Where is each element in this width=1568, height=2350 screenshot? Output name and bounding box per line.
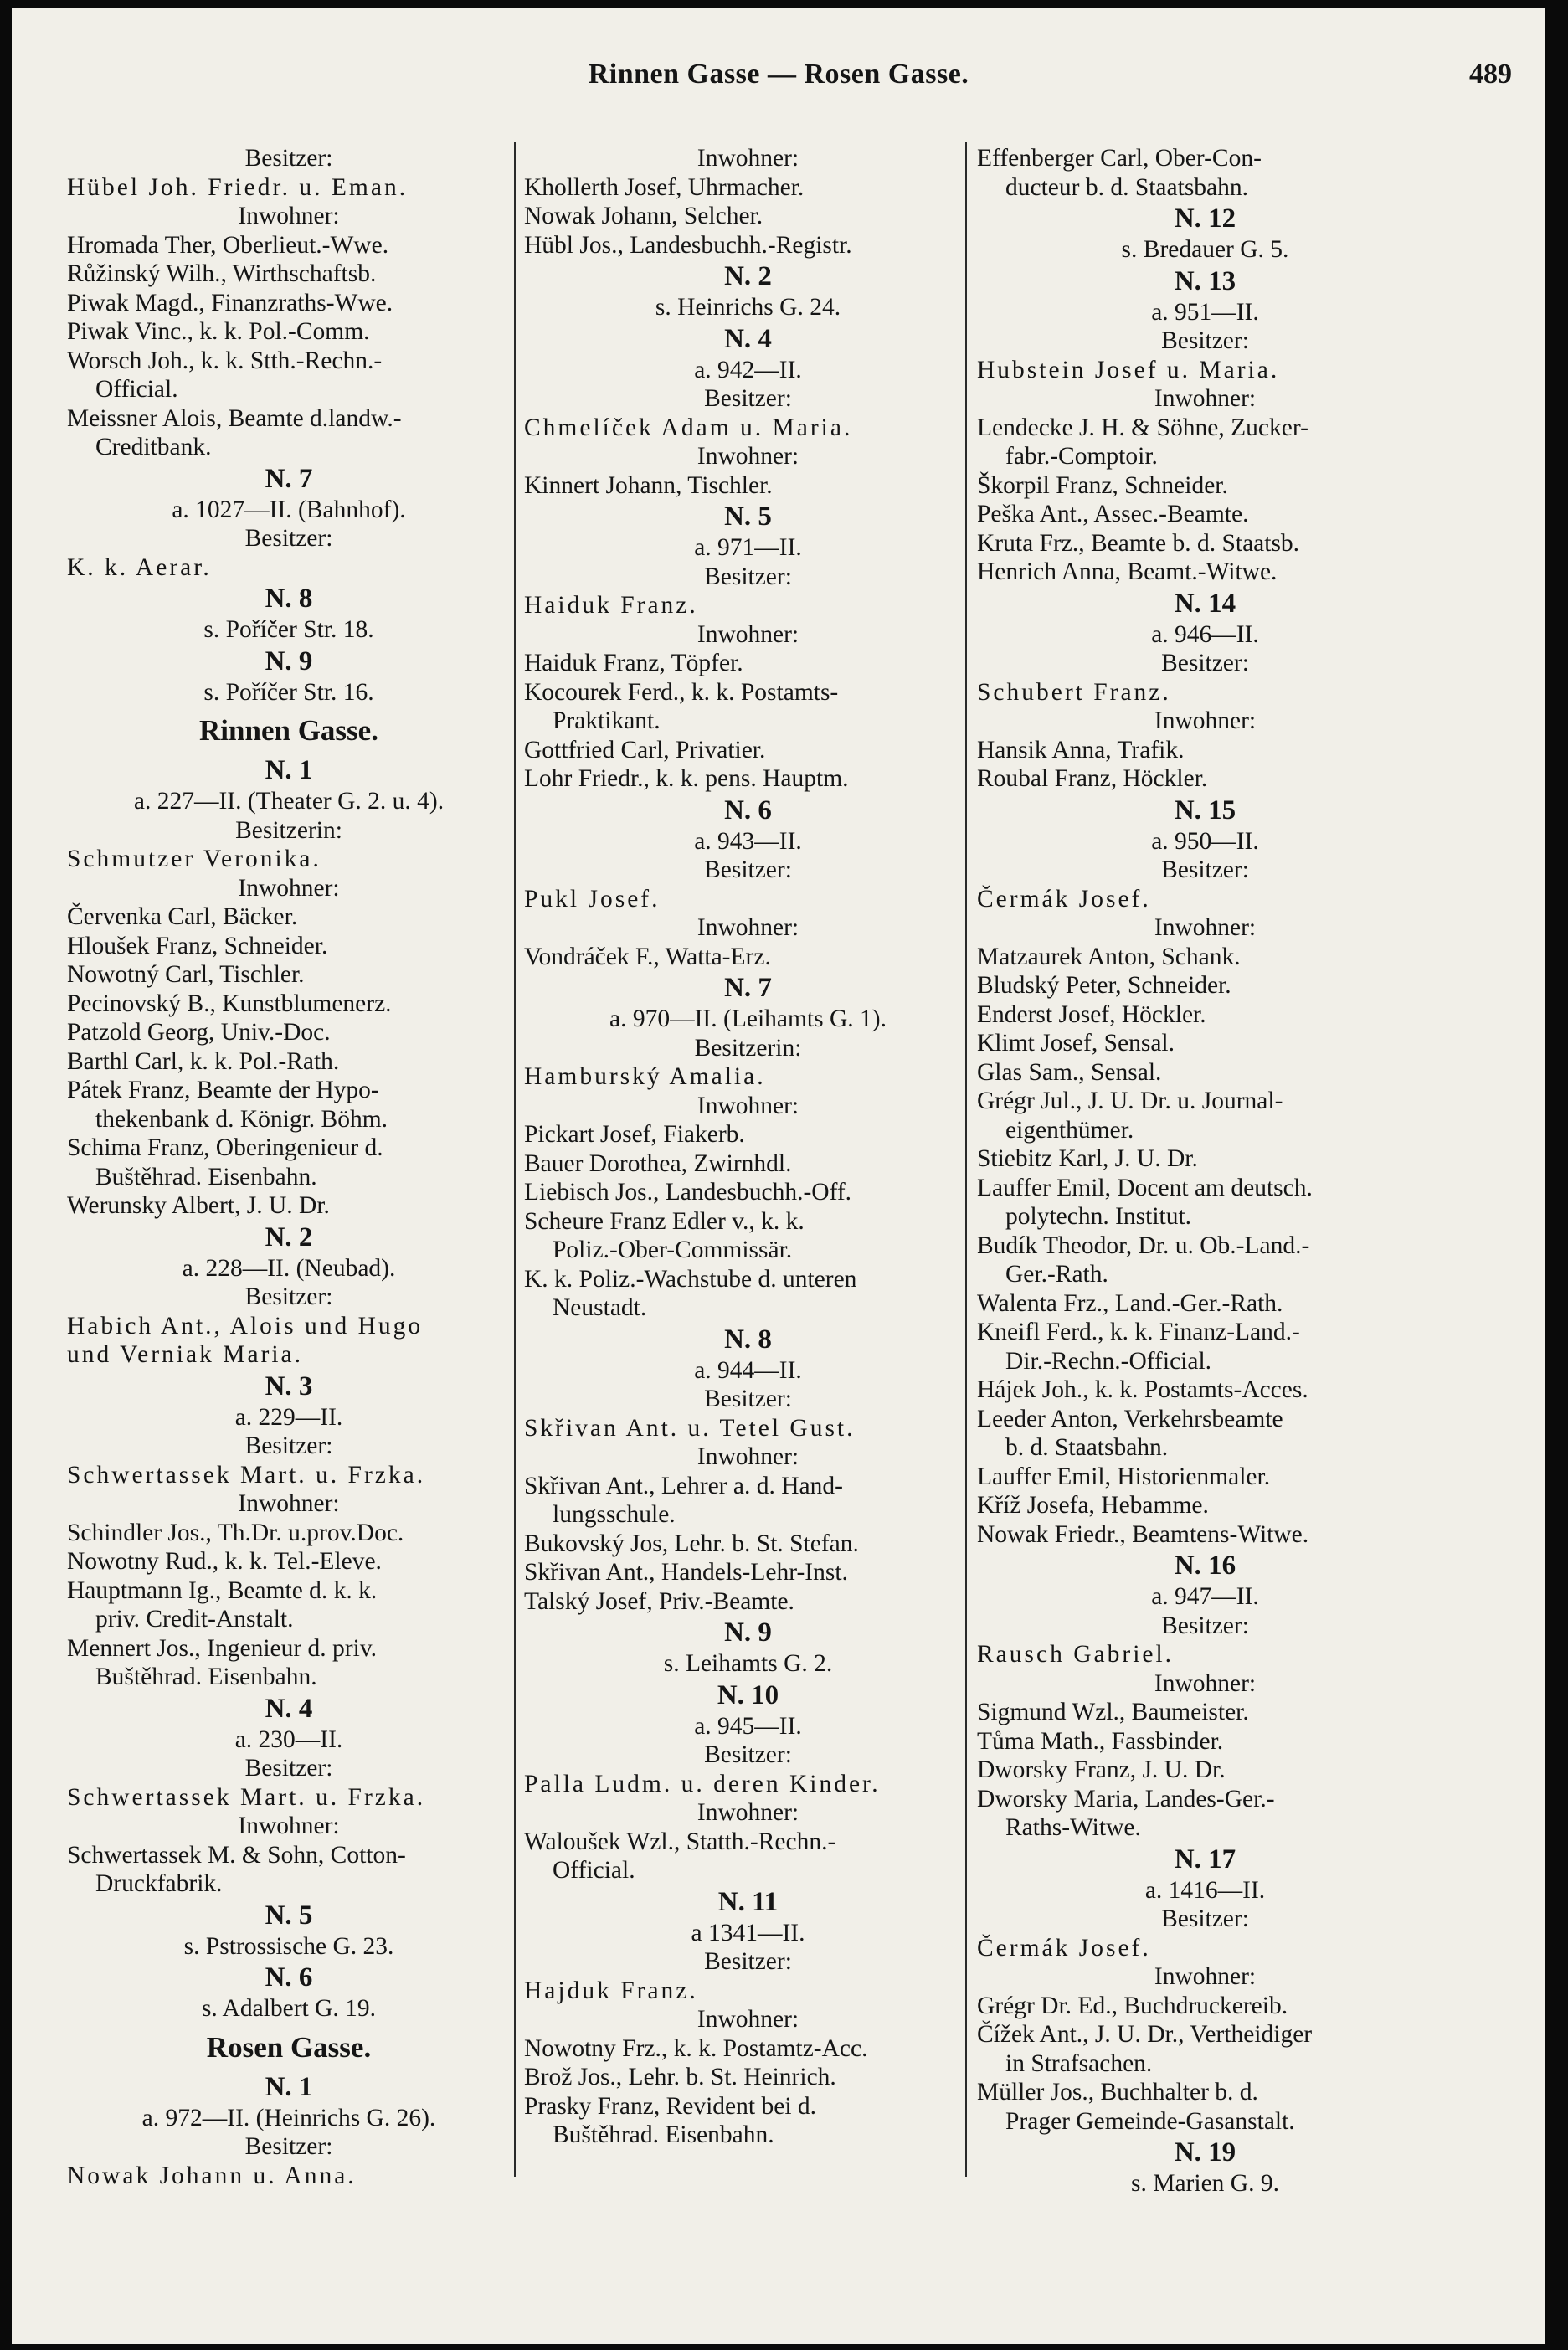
owner-name: Schubert Franz. <box>977 678 1171 706</box>
resident-entry: Tůma Math., Fassbinder. <box>977 1727 1224 1755</box>
owner-name: Pukl Josef. <box>524 885 661 913</box>
section-label: Inwohner: <box>1154 385 1257 412</box>
entry-continuation: Neustadt. <box>553 1294 647 1321</box>
section-label: a 1341—II. <box>691 1919 805 1946</box>
resident-entry: Kruta Frz., Beamte b. d. Staatsb. <box>977 529 1300 557</box>
resident-entry: Bauer Dorothea, Zwirnhdl. <box>524 1149 792 1177</box>
house-number: N. 8 <box>724 1324 772 1355</box>
page-number: 489 <box>1469 59 1512 90</box>
house-number: N. 16 <box>1174 1550 1236 1581</box>
directory-page <box>12 8 1545 2344</box>
house-number: N. 7 <box>265 463 313 494</box>
section-label: Inwohner: <box>238 203 340 229</box>
owner-name: Čermák Josef. <box>977 1934 1151 1962</box>
resident-entry: Bukovský Jos, Lehr. b. St. Stefan. <box>524 1530 859 1557</box>
section-label: a. 1027—II. (Bahnhof). <box>172 496 406 523</box>
entry-continuation: b. d. Staatsbahn. <box>1005 1434 1169 1461</box>
resident-entry: Effenberger Carl, Ober-Con- <box>977 145 1262 172</box>
resident-entry: Talský Josef, Priv.-Beamte. <box>524 1587 794 1615</box>
resident-entry: Skřivan Ant., Lehrer a. d. Hand- <box>524 1472 843 1499</box>
resident-entry: Pickart Josef, Fiakerb. <box>524 1121 745 1148</box>
house-number: N. 15 <box>1174 794 1236 825</box>
resident-entry: Klimt Josef, Sensal. <box>977 1030 1175 1057</box>
entry-continuation: ducteur b. d. Staatsbahn. <box>1005 173 1249 201</box>
section-label: a. 950—II. <box>1151 827 1259 855</box>
resident-entry: Enderst Josef, Höckler. <box>977 1000 1206 1028</box>
section-label: Inwohner: <box>697 1799 799 1826</box>
section-label: s. Leihamts G. 2. <box>663 1650 833 1677</box>
resident-entry: Dworsky Maria, Landes-Ger.- <box>977 1785 1275 1813</box>
entry-continuation: Buštěhrad. Eisenbahn. <box>553 2121 774 2148</box>
owner-name: Schwertassek Mart. u. Frzka. <box>67 1461 426 1489</box>
owner-name: Skřivan Ant. u. Tetel Gust. <box>524 1414 856 1442</box>
resident-entry: Schwertassek M. & Sohn, Cotton- <box>67 1841 406 1869</box>
resident-entry: Liebisch Jos., Landesbuchh.-Off. <box>524 1179 852 1206</box>
column-2 <box>524 144 972 2150</box>
section-label: Besitzer: <box>704 385 792 412</box>
entry-continuation: Dir.-Rechn.-Official. <box>1005 1347 1212 1375</box>
street-heading: Rosen Gasse. <box>206 2030 372 2064</box>
resident-entry: Nowotný Carl, Tischler. <box>67 961 305 988</box>
owner-name: Hamburský Amalia. <box>524 1063 766 1090</box>
house-number: N. 14 <box>1174 588 1236 619</box>
resident-entry: Piwak Magd., Finanzraths-Wwe. <box>67 289 393 316</box>
owner-name: Hubstein Josef u. Maria. <box>977 356 1280 383</box>
resident-entry: Hloušek Franz, Schneider. <box>67 932 328 959</box>
house-number: N. 13 <box>1174 265 1236 296</box>
resident-entry: Glas Sam., Sensal. <box>977 1058 1162 1086</box>
owner-name: Rausch Gabriel. <box>977 1641 1175 1668</box>
resident-entry: Matzaurek Anton, Schank. <box>977 943 1241 970</box>
resident-entry: Roubal Franz, Höckler. <box>977 765 1208 792</box>
resident-entry: Waloušek Wzl., Statth.-Rechn.- <box>524 1828 836 1855</box>
resident-entry: Hübl Jos., Landesbuchh.-Registr. <box>524 231 852 259</box>
section-label: Besitzer: <box>244 1432 333 1459</box>
section-label: a. 228—II. (Neubad). <box>182 1254 396 1282</box>
resident-entry: Sigmund Wzl., Baumeister. <box>977 1699 1249 1725</box>
section-label: Besitzer: <box>704 1386 792 1412</box>
house-number: N. 7 <box>724 973 772 1003</box>
section-label: Besitzer: <box>1161 327 1249 354</box>
house-number: N. 8 <box>265 584 313 614</box>
resident-entry: Dworsky Franz, J. U. Dr. <box>977 1756 1226 1783</box>
entry-continuation: Poliz.-Ober-Commissär. <box>553 1237 793 1263</box>
entry-continuation: Buštěhrad. Eisenbahn. <box>95 1163 317 1190</box>
house-number: N. 2 <box>724 261 772 291</box>
resident-entry: Werunsky Albert, J. U. Dr. <box>67 1192 330 1219</box>
section-label: s. Bredauer G. 5. <box>1121 236 1289 263</box>
entry-continuation: fabr.-Comptoir. <box>1005 443 1158 470</box>
owner-name: Schmutzer Veronika. <box>67 846 321 872</box>
section-label: s. Adalbert G. 19. <box>201 1995 377 2022</box>
section-label: a. 943—II. <box>694 827 802 855</box>
resident-entry: Gottfried Carl, Privatier. <box>524 736 766 764</box>
entry-continuation: Praktikant. <box>553 707 661 734</box>
house-number: N. 6 <box>724 794 772 825</box>
resident-entry: Červenka Carl, Bäcker. <box>67 903 298 930</box>
resident-entry: Hansik Anna, Trafik. <box>977 736 1185 764</box>
resident-entry: Walenta Frz., Land.-Ger.-Rath. <box>977 1289 1283 1317</box>
section-label: Inwohner: <box>238 1813 340 1839</box>
column-3 <box>977 144 1433 2198</box>
section-label: Besitzerin: <box>694 1034 802 1062</box>
house-number: N. 9 <box>724 1617 772 1648</box>
resident-entry: Prasky Franz, Revident bei d. <box>524 2092 817 2120</box>
resident-entry: Meissner Alois, Beamte d.landw.- <box>67 404 402 432</box>
section-label: Inwohner: <box>697 620 799 648</box>
owner-name: Nowak Johann u. Anna. <box>67 2162 357 2189</box>
resident-entry: Lauffer Emil, Historienmaler. <box>977 1463 1271 1490</box>
entry-continuation: Official. <box>553 1857 635 1884</box>
resident-entry: Barthl Carl, k. k. Pol.-Rath. <box>67 1047 340 1075</box>
entry-continuation: polytechn. Institut. <box>1005 1203 1192 1230</box>
resident-entry: Worsch Joh., k. k. Stth.-Rechn.- <box>67 347 383 374</box>
section-label: Inwohner: <box>238 874 340 902</box>
section-label: Besitzer: <box>244 525 333 552</box>
resident-entry: Grégr Jul., J. U. Dr. u. Journal- <box>977 1088 1283 1114</box>
resident-entry: Leeder Anton, Verkehrsbeamte <box>977 1405 1283 1432</box>
resident-entry: Čížek Ant., J. U. Dr., Vertheidiger <box>977 2021 1313 2048</box>
resident-entry: Růžinský Wilh., Wirthschaftsb. <box>67 260 377 287</box>
resident-entry: Schindler Jos., Th.Dr. u.prov.Doc. <box>67 1519 404 1546</box>
section-label: Besitzer: <box>704 1741 792 1768</box>
house-number: N. 10 <box>717 1679 779 1710</box>
section-label: a. 971—II. <box>694 534 802 561</box>
section-label: Inwohner: <box>697 145 799 172</box>
house-number: N. 5 <box>265 1900 313 1931</box>
resident-entry: Grégr Dr. Ed., Buchdruckereib. <box>977 1992 1288 2019</box>
entry-continuation: in Strafsachen. <box>1005 2049 1153 2077</box>
section-label: s. Poříčer Str. 16. <box>203 678 374 706</box>
house-number: N. 4 <box>724 323 772 354</box>
owner-name: Hajduk Franz. <box>524 1977 698 2004</box>
house-number: N. 1 <box>265 2071 313 2102</box>
section-label: a. 970—II. (Leihamts G. 1). <box>609 1005 887 1032</box>
resident-entry: Khollerth Josef, Uhrmacher. <box>524 173 805 201</box>
section-label: Besitzer: <box>1161 1905 1249 1932</box>
owner-name: Hübel Joh. Friedr. u. Eman. <box>67 173 409 201</box>
house-number: N. 11 <box>717 1886 779 1917</box>
resident-entry: Stiebitz Karl, J. U. Dr. <box>977 1145 1198 1172</box>
owner-name: Chmelíček Adam u. Maria. <box>524 414 853 441</box>
house-number: N. 9 <box>265 645 313 676</box>
resident-entry: Mennert Jos., Ingenieur d. priv. <box>67 1634 378 1662</box>
section-label: Besitzer: <box>704 563 792 590</box>
owner-name: Haiduk Franz. <box>524 592 698 619</box>
resident-entry: Vondráček F., Watta-Erz. <box>524 943 771 970</box>
owner-name: K. k. Aerar. <box>67 553 212 581</box>
resident-entry: K. k. Poliz.-Wachstube d. unteren <box>524 1265 857 1293</box>
owner-name: Čermák Josef. <box>977 885 1151 913</box>
resident-entry: Scheure Franz Edler v., k. k. <box>524 1207 805 1235</box>
entry-continuation: Druckfabrik. <box>95 1870 223 1897</box>
section-label: Inwohner: <box>1154 707 1257 734</box>
section-label: Inwohner: <box>697 2006 799 2033</box>
section-label: a. 972—II. (Heinrichs G. 26). <box>141 2104 436 2131</box>
owner-name: und Verniak Maria. <box>67 1341 304 1368</box>
section-label: Inwohner: <box>238 1490 340 1517</box>
section-label: Inwohner: <box>697 1092 799 1119</box>
entry-continuation: Ger.-Rath. <box>1005 1261 1108 1288</box>
resident-entry: Bludský Peter, Schneider. <box>977 972 1231 999</box>
section-label: Inwohner: <box>1154 1963 1257 1990</box>
section-label: a. 229—II. <box>234 1403 343 1431</box>
resident-entry: Müller Jos., Buchhalter b. d. <box>977 2079 1258 2106</box>
resident-entry: Piwak Vinc., k. k. Pol.-Comm. <box>67 318 370 345</box>
resident-entry: Nowotny Frz., k. k. Postamtz-Acc. <box>524 2034 868 2062</box>
entry-continuation: priv. Credit-Anstalt. <box>95 1606 294 1633</box>
house-number: N. 6 <box>265 1962 313 1993</box>
house-number: N. 2 <box>265 1221 313 1252</box>
resident-entry: Škorpil Franz, Schneider. <box>977 471 1228 499</box>
resident-entry: Schima Franz, Oberingenieur d. <box>67 1134 383 1161</box>
section-label: Inwohner: <box>697 914 799 941</box>
resident-entry: Brož Jos., Lehr. b. St. Heinrich. <box>524 2064 836 2090</box>
resident-entry: Henrich Anna, Beamt.-Witwe. <box>977 558 1278 585</box>
resident-entry: Haiduk Franz, Töpfer. <box>524 650 743 676</box>
house-number: N. 12 <box>1174 203 1236 234</box>
section-label: Inwohner: <box>1154 1669 1257 1697</box>
section-label: a. 942—II. <box>694 356 802 383</box>
column-divider <box>514 142 516 2177</box>
entry-continuation: Prager Gemeinde-Gasanstalt. <box>1005 2107 1295 2135</box>
resident-entry: Peška Ant., Assec.-Beamte. <box>977 501 1249 527</box>
section-label: a. 947—II. <box>1151 1583 1259 1610</box>
page-header <box>12 59 1545 109</box>
section-label: s. Heinrichs G. 24. <box>655 294 841 321</box>
section-label: Besitzer: <box>1161 650 1249 676</box>
section-label: Besitzer: <box>1161 856 1249 883</box>
section-label: s. Poříčer Str. 18. <box>203 616 374 643</box>
street-heading: Rinnen Gasse. <box>199 714 378 747</box>
house-number: N. 4 <box>265 1693 313 1724</box>
owner-name: Habich Ant., Alois und Hugo <box>67 1312 424 1340</box>
section-label: Besitzer: <box>704 1948 792 1975</box>
resident-entry: Lauffer Emil, Docent am deutsch. <box>977 1174 1313 1201</box>
section-label: Inwohner: <box>697 443 799 470</box>
section-label: Besitzer: <box>704 856 792 883</box>
resident-entry: Kneifl Ferd., k. k. Finanz-Land.- <box>977 1319 1300 1345</box>
section-label: a. 946—II. <box>1151 620 1259 648</box>
resident-entry: Pecinovský B., Kunstblumenerz. <box>67 990 392 1017</box>
entry-continuation: Creditbank. <box>95 434 212 460</box>
section-label: Besitzer: <box>244 2133 333 2160</box>
resident-entry: Kříž Josefa, Hebamme. <box>977 1492 1209 1519</box>
entry-continuation: thekenbank d. Königr. Böhm. <box>95 1105 388 1133</box>
entry-continuation: Raths-Witwe. <box>1005 1814 1141 1841</box>
section-label: Inwohner: <box>697 1443 799 1470</box>
section-label: a. 227—II. (Theater G. 2. u. 4). <box>133 788 445 815</box>
section-label: a. 230—II. <box>234 1725 343 1753</box>
section-label: Besitzer: <box>244 1283 333 1310</box>
owner-name: Schwertassek Mart. u. Frzka. <box>67 1783 426 1811</box>
entry-continuation: Buštěhrad. Eisenbahn. <box>95 1664 317 1690</box>
resident-entry: Nowotny Rud., k. k. Tel.-Eleve. <box>67 1548 382 1575</box>
running-head: Rinnen Gasse — Rosen Gasse. <box>588 59 969 90</box>
resident-entry: Hauptmann Ig., Beamte d. k. k. <box>67 1576 378 1604</box>
section-label: s. Marien G. 9. <box>1131 2170 1279 2197</box>
section-label: Besitzer: <box>244 145 333 172</box>
section-label: a. 944—II. <box>694 1356 802 1384</box>
resident-entry: Kocourek Ferd., k. k. Postamts- <box>524 678 839 706</box>
resident-entry: Hájek Joh., k. k. Postamts-Acces. <box>977 1376 1308 1403</box>
column-1 <box>67 144 511 2190</box>
resident-entry: Lendecke J. H. & Söhne, Zucker- <box>977 414 1308 441</box>
resident-entry: Skřivan Ant., Handels-Lehr-Inst. <box>524 1559 848 1586</box>
resident-entry: Hromada Ther, Oberlieut.-Wwe. <box>67 231 389 259</box>
section-label: s. Pstrossische G. 23. <box>183 1932 394 1960</box>
house-number: N. 5 <box>724 501 772 532</box>
house-number: N. 1 <box>265 755 313 785</box>
section-label: a. 1416—II. <box>1144 1876 1266 1904</box>
section-label: Besitzerin: <box>235 816 342 844</box>
section-label: a. 951—II. <box>1151 298 1259 326</box>
owner-name: Palla Ludm. u. deren Kinder. <box>524 1770 881 1797</box>
resident-entry: Nowak Friedr., Beamtens-Witwe. <box>977 1520 1309 1548</box>
house-number: N. 17 <box>1174 1843 1236 1874</box>
entry-continuation: Official. <box>95 376 178 403</box>
section-label: a. 945—II. <box>694 1712 802 1740</box>
house-number: N. 19 <box>1174 2137 1236 2167</box>
section-label: Besitzer: <box>244 1755 333 1782</box>
resident-entry: Lohr Friedr., k. k. pens. Hauptm. <box>524 765 849 792</box>
resident-entry: Kinnert Johann, Tischler. <box>524 471 773 499</box>
entry-continuation: lungsschule. <box>553 1501 676 1528</box>
resident-entry: Pátek Franz, Beamte der Hypo- <box>67 1077 379 1103</box>
entry-continuation: eigenthümer. <box>1005 1116 1134 1144</box>
section-label: Inwohner: <box>1154 914 1257 941</box>
resident-entry: Budík Theodor, Dr. u. Ob.-Land.- <box>977 1232 1310 1259</box>
resident-entry: Patzold Georg, Univ.-Doc. <box>67 1019 331 1046</box>
resident-entry: Nowak Johann, Selcher. <box>524 203 763 229</box>
house-number: N. 3 <box>265 1370 313 1401</box>
section-label: Besitzer: <box>1161 1612 1249 1639</box>
